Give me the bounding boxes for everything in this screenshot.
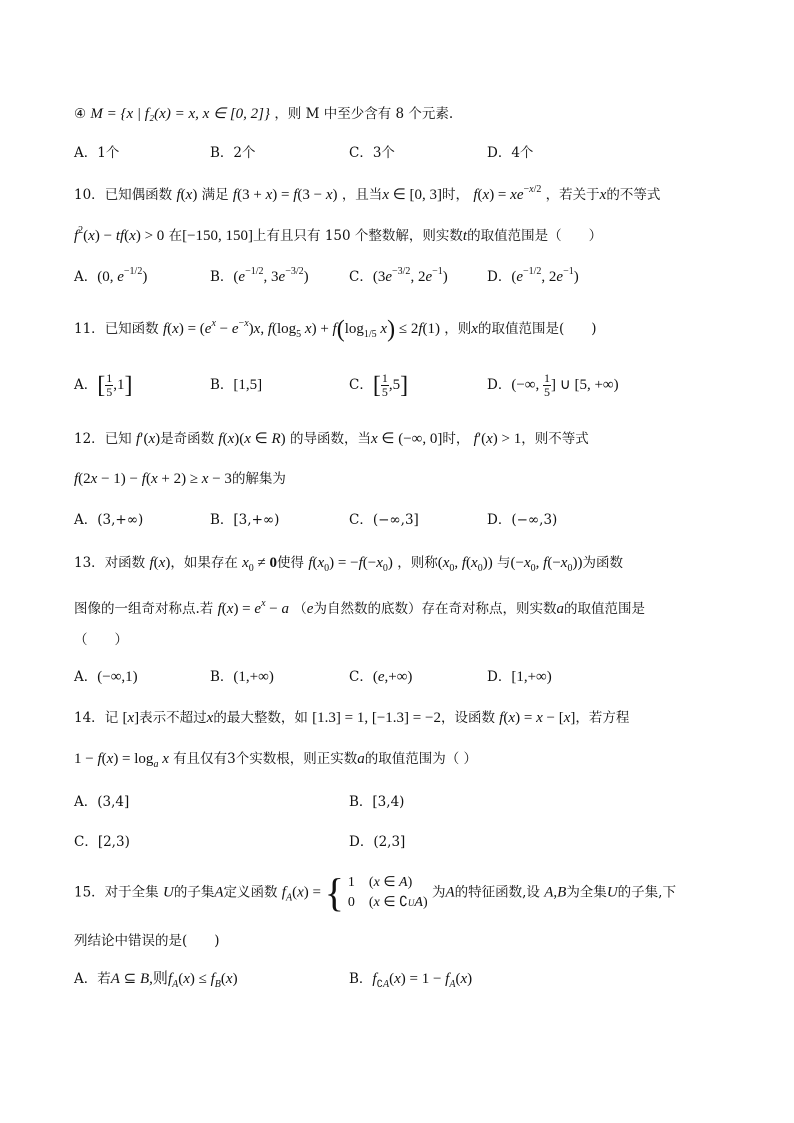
- q15-option-b[interactable]: B．$f_{∁A}(x) = 1 - f_A(x)$: [349, 971, 473, 990]
- question-13-line2: 图像的一组奇对称点.若 $f(x) = e^x - a$ （e为自然数的底数）存在奇对称点，则实数a的取值范围是: [74, 598, 645, 617]
- q10-option-c[interactable]: C．($3e^{-3/2}$, $2e^{-1}$): [349, 266, 448, 285]
- q14-option-b[interactable]: B．[3,4): [349, 794, 405, 810]
- q10-option-a[interactable]: A．(0, $e^{-1/2}$): [74, 266, 148, 285]
- q12-option-a[interactable]: A．(3,+∞): [74, 512, 144, 528]
- q13-option-b[interactable]: B．(1,+∞): [210, 669, 274, 685]
- q11-option-b[interactable]: B．[1,5]: [210, 377, 263, 393]
- prev-option-d[interactable]: D．4个: [487, 145, 534, 161]
- q13-option-c[interactable]: C．(e,+∞): [349, 669, 413, 685]
- q14-option-d[interactable]: D．(2,3]: [349, 834, 406, 850]
- q15-option-a[interactable]: A．若A ⊆ B,则$f_A(x) \le f_B(x)$: [74, 971, 238, 990]
- prev-option-a[interactable]: A．1个: [74, 145, 120, 161]
- q11-option-d[interactable]: D．(−∞, $\frac{1}{5}$ ] ∪ [5, +∞): [487, 371, 619, 399]
- q11-option-c[interactable]: C．[ $\frac{1}{5}$ ,5]: [349, 371, 409, 399]
- q12-option-b[interactable]: B．[3,+∞): [210, 512, 280, 528]
- q13-option-a[interactable]: A．(−∞,1): [74, 669, 138, 685]
- prev-question-item4: ④ M = {x | f₂(x) = x, x ∈ [0, 2]} ，则 M 中至少含有 8 个元素.: [74, 106, 454, 122]
- question-15-line2: 列结论中错误的是( ): [74, 933, 220, 949]
- question-12-line1: 12．已知 f′(x)是奇函数 f(x)(x ∈ R) 的导函数，当x ∈ (−∞, 0]时， f′(x) > 1，则不等式: [74, 431, 589, 447]
- q14-option-c[interactable]: C．[2,3): [74, 834, 130, 850]
- prev-option-c[interactable]: C．3个: [349, 145, 395, 161]
- question-14-line2: $1 - f(x) = \log_a x$ 有且仅有3个实数根，则正实数a的取值范围为（ ）: [74, 751, 478, 770]
- question-12-line2: f(2x − 1) − f(x + 2) ≥ x − 3的解集为: [74, 471, 286, 487]
- piecewise-definition: { 1 (x ∈ A) 0 (x ∈ ∁UA): [324, 870, 428, 915]
- question-14-line1: 14．记 [x]表示不超过x的最大整数，如 [1.3] = 1, [−1.3] = −2，设函数 f(x) = x − [x]，若方程: [74, 710, 630, 726]
- q12-option-c[interactable]: C．(−∞,3]: [349, 512, 419, 528]
- question-13-line1: 13．对函数 f(x)，如果存在 $x_0 \ne 0$使得 $f(x_0) = -f(-x_0)$ ，则称($x_0$, $f(x_0)$) 与($-x_0$, $f(-x_0)$)为函数: [74, 555, 623, 574]
- q10-option-d[interactable]: D．($e^{-1/2}$, $2e^{-1}$): [487, 266, 579, 285]
- q14-option-a[interactable]: A．(3,4]: [74, 794, 130, 810]
- q13-option-d[interactable]: D．[1,+∞): [487, 669, 552, 685]
- q10-option-b[interactable]: B．($e^{-1/2}$, $3e^{-3/2}$): [210, 266, 309, 285]
- item4-formula: M = {x | f₂(x) = x, x ∈ [0, 2]}: [90, 106, 271, 122]
- q11-option-a[interactable]: A．[ $\frac{1}{5}$ ,1]: [74, 371, 133, 399]
- q12-option-d[interactable]: D．(−∞,3): [487, 512, 558, 528]
- question-10-line2: $f^2(x) - tf(x) > 0$ 在[−150, 150]上有且只有 150 个整数解，则实数t的取值范围是（ ）: [74, 225, 603, 244]
- question-13-paren: （ ）: [74, 632, 128, 648]
- prev-option-b[interactable]: B．2个: [210, 145, 256, 161]
- question-15-line1: 15．对于全集 U的子集A定义函数 $f_A(x)$ = { 1 (x ∈ A) 0 (x ∈ ∁UA) 为A的特征函数,设 A,B为全集U的子集,下: [74, 870, 676, 915]
- question-11: 11．已知函数 $f(x) = (e^x - e^{-x})x$, $f(\log_5$ $x) + f(\log_{1/5}$ x) ≤ 2f(1) ，则x的取值范围是( ): [74, 316, 597, 343]
- question-10-line1: 10．已知偶函数 f(x) 满足 f(3 + x) = f(3 − x) ，且当x ∈ [0, 3]时， $f(x) = xe^{-x/2}$ ，若关于x的不等式: [74, 184, 661, 203]
